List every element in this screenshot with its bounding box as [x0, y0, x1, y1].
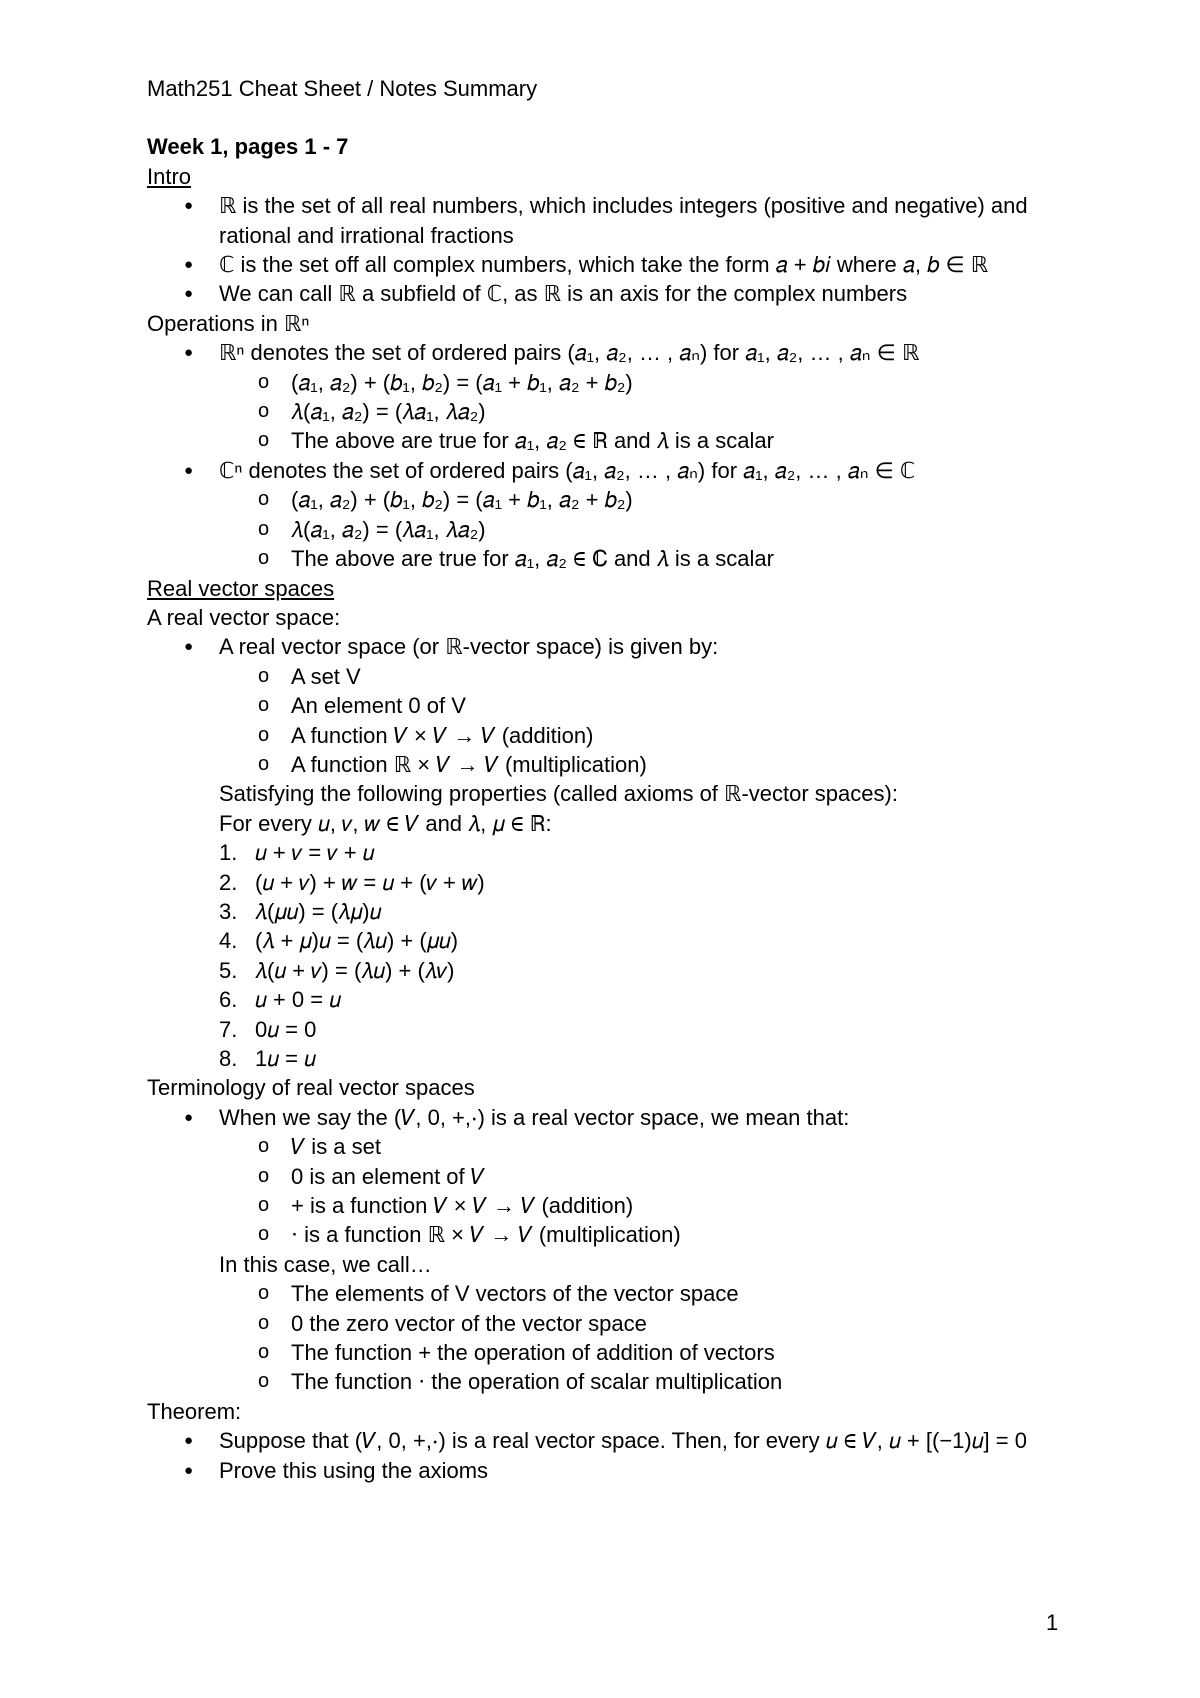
bullet-circle-icon: o	[258, 547, 270, 570]
paragraph	[147, 1073, 1077, 1102]
bullet-circle-icon: o	[258, 1223, 270, 1246]
line-text: A function ℝ × 𝑉 → 𝑉 (multiplication)	[291, 751, 647, 777]
line-text: ℂⁿ denotes the set of ordered pairs (𝑎₁, 𝑎₂, … , 𝑎ₙ) for 𝑎₁, 𝑎₂, … , 𝑎ₙ ∈ ℂ	[219, 457, 916, 483]
line-text: Real vector spaces	[147, 575, 335, 601]
axiom-item	[147, 868, 1077, 897]
bullet-circle-icon: o	[258, 400, 270, 423]
line-text: The above are true for 𝑎₁, 𝑎₂ ∈ ℂ and 𝜆 is a scalar	[291, 546, 774, 572]
bullet-item	[147, 338, 1077, 367]
bullet-dot-icon: ●	[184, 197, 194, 215]
bullet-item	[147, 279, 1077, 308]
document-title: Math251 Cheat Sheet / Notes Summary	[147, 76, 538, 101]
section-heading	[147, 574, 1077, 603]
bullet-dot-icon: ●	[184, 256, 194, 274]
line-text: A function 𝑉 × 𝑉 → 𝑉 (addition)	[291, 722, 594, 748]
bullet-circle-icon: o	[258, 1370, 270, 1393]
sub-bullet-item	[147, 1220, 1077, 1249]
bullet-dot-icon: ●	[184, 1432, 194, 1450]
sub-bullet-item	[147, 515, 1077, 544]
sub-bullet-item	[147, 485, 1077, 514]
line-text: A real vector space:	[147, 604, 341, 630]
line-text: 0𝑢 = 0	[255, 1016, 317, 1042]
sub-bullet-item	[147, 368, 1077, 397]
line-text: The elements of V vectors of the vector space	[291, 1281, 739, 1307]
axiom-item	[147, 897, 1077, 926]
line-text: (𝜆 + 𝜇)𝑢 = (𝜆𝑢) + (𝜇𝑢)	[255, 928, 459, 954]
line-text: Prove this using the axioms	[219, 1457, 489, 1483]
bullet-dot-icon: ●	[184, 638, 194, 656]
line-text: For every 𝑢, 𝑣, 𝑤 ∈ 𝑉 and 𝜆, 𝜇 ∈ ℝ:	[219, 810, 552, 836]
line-text: A real vector space (or ℝ-vector space) is given by:	[219, 634, 719, 660]
line-text: Terminology of real vector spaces	[147, 1075, 475, 1101]
axiom-number: 4.	[219, 928, 238, 954]
axiom-item	[147, 1044, 1077, 1073]
bullet-item	[147, 250, 1077, 279]
line-text: An element 0 of V	[291, 693, 466, 719]
sub-bullet-item	[147, 1132, 1077, 1161]
paragraph	[147, 309, 1077, 338]
line-text: 1𝑢 = 𝑢	[255, 1046, 316, 1071]
sub-bullet-item	[147, 1367, 1077, 1396]
paragraph	[147, 809, 1077, 838]
sub-bullet-item	[147, 691, 1077, 720]
line-text: (𝑎₁, 𝑎₂) + (𝑏₁, 𝑏₂) = (𝑎₁ + 𝑏₁, 𝑎₂ + 𝑏₂)	[291, 487, 633, 513]
line-text: 𝜆(𝜇𝑢) = (𝜆𝜇)𝑢	[255, 898, 382, 924]
bullet-item	[147, 1456, 1077, 1485]
line-text: ℝ is the set of all real numbers, which includes integers (positive and negative) and rational and irrational fractions	[219, 193, 1028, 248]
line-text: Suppose that (𝑉, 0, +,⋅) is a real vector space. Then, for every 𝑢 ∈ 𝑉, 𝑢 + [(−1)𝑢] = 0	[219, 1428, 1027, 1454]
bullet-circle-icon: o	[258, 1164, 270, 1187]
sub-bullet-item	[147, 1162, 1077, 1191]
bullet-circle-icon: o	[258, 723, 270, 746]
paragraph	[147, 1250, 1077, 1279]
bullet-circle-icon: o	[258, 1194, 270, 1217]
bullet-dot-icon: ●	[184, 285, 194, 303]
sub-bullet-item	[147, 662, 1077, 691]
axiom-number: 5.	[219, 957, 238, 983]
sub-bullet-item	[147, 1338, 1077, 1367]
sub-bullet-item	[147, 750, 1077, 779]
bullet-circle-icon: o	[258, 1135, 270, 1158]
bullet-circle-icon: o	[258, 517, 270, 540]
section-heading	[147, 162, 1077, 191]
axiom-item	[147, 1015, 1077, 1044]
line-text: 0 is an element of 𝑉	[291, 1163, 485, 1189]
bullet-circle-icon: o	[258, 1341, 270, 1364]
line-text: 𝜆(𝑎₁, 𝑎₂) = (𝜆𝑎₁, 𝜆𝑎₂)	[291, 516, 486, 542]
bullet-item	[147, 632, 1077, 661]
line-text: 𝜆(𝑎₁, 𝑎₂) = (𝜆𝑎₁, 𝜆𝑎₂)	[291, 399, 486, 425]
axiom-number: 7.	[219, 1016, 238, 1042]
sub-bullet-item	[147, 426, 1077, 455]
bullet-dot-icon: ●	[184, 344, 194, 362]
sub-bullet-item	[147, 544, 1077, 573]
bullet-circle-icon: o	[258, 1311, 270, 1334]
bullet-item	[147, 1103, 1077, 1132]
sub-bullet-item	[147, 1191, 1077, 1220]
section-heading	[147, 132, 1077, 161]
line-text: + is a function 𝑉 × 𝑉 → 𝑉 (addition)	[291, 1193, 634, 1219]
line-text: Intro	[147, 163, 192, 189]
document-page	[147, 74, 1077, 1485]
bullet-item	[147, 191, 1077, 250]
document-body	[147, 132, 1077, 1485]
axiom-item	[147, 985, 1077, 1014]
bullet-circle-icon: o	[258, 1282, 270, 1305]
line-text: 0 the zero vector of the vector space	[291, 1310, 647, 1336]
line-text: ⋅ is a function ℝ × 𝑉 → 𝑉 (multiplication)	[291, 1222, 681, 1248]
line-text: ℂ is the set off all complex numbers, which take the form 𝑎 + 𝑏𝑖 where 𝑎, 𝑏 ∈ ℝ	[219, 252, 989, 278]
line-text: Satisfying the following properties (called axioms of ℝ-vector spaces):	[219, 781, 898, 807]
line-text: The function ⋅ the operation of scalar multiplication	[291, 1369, 783, 1395]
sub-bullet-item	[147, 397, 1077, 426]
line-text: 𝜆(𝑢 + 𝑣) = (𝜆𝑢) + (𝜆𝑣)	[255, 957, 455, 983]
bullet-circle-icon: o	[258, 429, 270, 452]
line-text: 𝑢 + 𝑣 = 𝑣 + 𝑢	[255, 840, 375, 866]
sub-bullet-item	[147, 721, 1077, 750]
paragraph	[147, 603, 1077, 632]
bullet-circle-icon: o	[258, 488, 270, 511]
bullet-dot-icon: ●	[184, 461, 194, 479]
line-text: (𝑎₁, 𝑎₂) + (𝑏₁, 𝑏₂) = (𝑎₁ + 𝑏₁, 𝑎₂ + 𝑏₂)	[291, 369, 633, 395]
axiom-number: 8.	[219, 1046, 238, 1071]
bullet-dot-icon: ●	[184, 1108, 194, 1126]
axiom-item	[147, 926, 1077, 955]
line-text: Theorem:	[147, 1398, 242, 1424]
bullet-circle-icon: o	[258, 370, 270, 393]
paragraph	[147, 1397, 1077, 1426]
line-text: A set V	[291, 663, 361, 689]
axiom-number: 1.	[219, 840, 238, 866]
bullet-circle-icon: o	[258, 694, 270, 717]
sub-bullet-item	[147, 1309, 1077, 1338]
bullet-circle-icon: o	[258, 752, 270, 775]
axiom-item	[147, 956, 1077, 985]
line-text: Operations in ℝⁿ	[147, 310, 310, 336]
sub-bullet-item	[147, 1279, 1077, 1308]
line-text: The above are true for 𝑎₁, 𝑎₂ ∈ ℝ and 𝜆 is a scalar	[291, 428, 774, 454]
axiom-number: 6.	[219, 987, 238, 1013]
line-text: The function + the operation of addition of vectors	[291, 1340, 775, 1366]
line-text: In this case, we call…	[219, 1251, 432, 1277]
axiom-number: 2.	[219, 869, 238, 895]
bullet-item	[147, 456, 1077, 485]
line-text: (𝑢 + 𝑣) + 𝑤 = 𝑢 + (𝑣 + 𝑤)	[255, 869, 485, 895]
axiom-number: 3.	[219, 898, 238, 924]
line-text: Week 1, pages 1 - 7	[147, 134, 349, 160]
paragraph	[147, 779, 1077, 808]
axiom-item	[147, 838, 1077, 867]
bullet-circle-icon: o	[258, 664, 270, 687]
bullet-dot-icon: ●	[184, 1461, 194, 1479]
page-number: 1	[1046, 1610, 1059, 1635]
line-text: When we say the (𝑉, 0, +,⋅) is a real vector space, we mean that:	[219, 1104, 850, 1130]
line-text: 𝑉 is a set	[291, 1134, 381, 1160]
line-text: We can call ℝ a subfield of ℂ, as ℝ is an axis for the complex numbers	[219, 281, 908, 307]
line-text: 𝑢 + 0 = 𝑢	[255, 987, 342, 1013]
line-text: ℝⁿ denotes the set of ordered pairs (𝑎₁, 𝑎₂, … , 𝑎ₙ) for 𝑎₁, 𝑎₂, … , 𝑎ₙ ∈ ℝ	[219, 340, 920, 366]
bullet-item	[147, 1426, 1077, 1455]
